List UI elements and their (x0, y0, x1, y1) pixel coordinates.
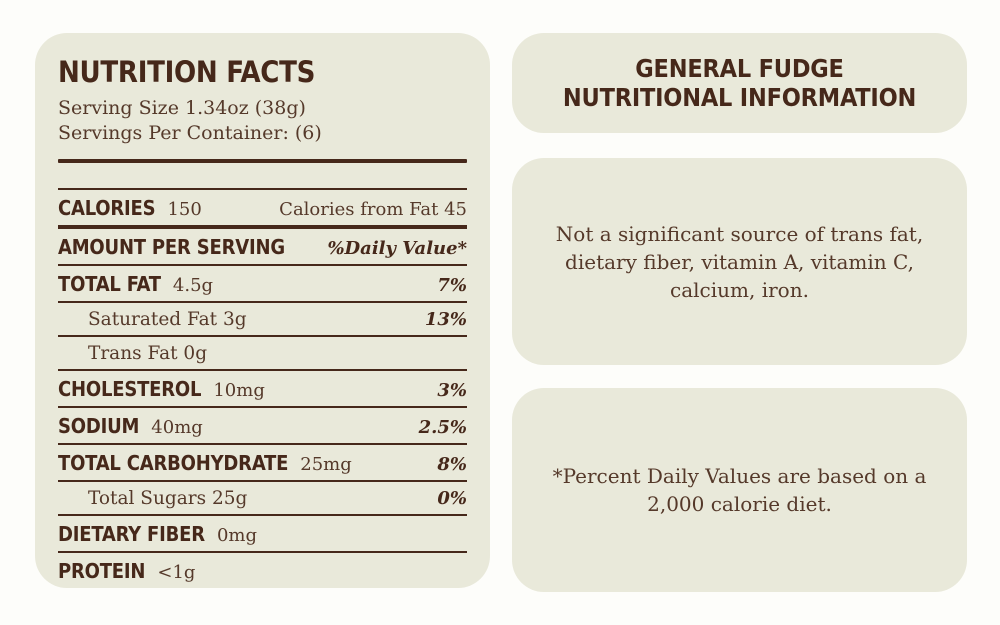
table-row-total-fat (58, 266, 467, 303)
row-label-group (58, 451, 352, 475)
row-label: TOTAL FAT (58, 272, 161, 296)
row-label-group (58, 559, 195, 583)
title-line-2: NUTRITIONAL INFORMATION (562, 83, 917, 112)
table-row-protein (58, 553, 467, 588)
row-label: Total Sugars 25g (88, 488, 248, 509)
row-percent: 3% (437, 380, 467, 401)
row-label-group (58, 272, 213, 296)
daily-value-header: %Daily Value* (327, 238, 467, 259)
calories-label: CALORIES (58, 196, 156, 220)
calories-value: 150 (167, 199, 202, 220)
percent-daily-values-text: *Percent Daily Values are based on a 2,000 calorie diet. (552, 464, 927, 516)
row-percent: 2.5% (418, 417, 467, 438)
table-row-trans-fat (58, 337, 467, 371)
nutrition-facts-panel (35, 33, 490, 588)
row-value: 40mg (151, 417, 203, 438)
serving-size-text: Serving Size 1.34oz (38g) (58, 97, 306, 119)
serving-info (58, 96, 467, 146)
table-row-sodium (58, 408, 467, 445)
row-value: <1g (157, 562, 196, 583)
row-label: DIETARY FIBER (58, 522, 205, 546)
servings-per-container-text: Servings Per Container: (6) (58, 122, 322, 144)
table-row-total-carbohydrate (58, 445, 467, 482)
general-fudge-title-card (512, 33, 967, 133)
table-row-dietary-fiber (58, 516, 467, 553)
row-label: TOTAL CARBOHYDRATE (58, 451, 289, 475)
percent-daily-values-card (512, 388, 967, 592)
row-label: Saturated Fat 3g (88, 309, 247, 330)
nutrition-facts-title: NUTRITION FACTS (58, 55, 316, 89)
row-percent: 13% (424, 309, 467, 330)
calories-from-fat: Calories from Fat 45 (279, 199, 467, 220)
table-row-total-sugars (58, 482, 467, 516)
row-label: SODIUM (58, 414, 140, 438)
row-percent: 8% (437, 454, 467, 475)
nutrition-table (58, 188, 467, 588)
amount-per-serving-row (58, 229, 467, 266)
row-value: 25mg (300, 454, 352, 475)
calories-label-group (58, 196, 202, 220)
table-row-saturated-fat (58, 303, 467, 337)
table-row-cholesterol (58, 371, 467, 408)
row-label-group (58, 522, 257, 546)
row-percent: 7% (437, 275, 467, 296)
calories-row (58, 188, 467, 229)
row-value: 0mg (216, 525, 258, 546)
row-value: 4.5g (172, 275, 214, 296)
row-label: Trans Fat 0g (88, 343, 208, 364)
not-significant-source-card (512, 158, 967, 365)
row-label-group (58, 377, 265, 401)
row-value: 10mg (213, 380, 265, 401)
title-line-1: GENERAL FUDGE (635, 54, 844, 83)
row-label: CHOLESTEROL (58, 377, 202, 401)
divider-rule (58, 159, 467, 163)
general-fudge-title (563, 54, 916, 112)
amount-per-serving-label: AMOUNT PER SERVING (58, 235, 285, 259)
row-percent: 0% (437, 488, 467, 509)
row-label: PROTEIN (58, 559, 146, 583)
row-label-group (58, 414, 203, 438)
not-significant-source-text: Not a significant source of trans fat, dietary fiber, vitamin A, vitamin C, calcium, iron. (555, 221, 924, 302)
